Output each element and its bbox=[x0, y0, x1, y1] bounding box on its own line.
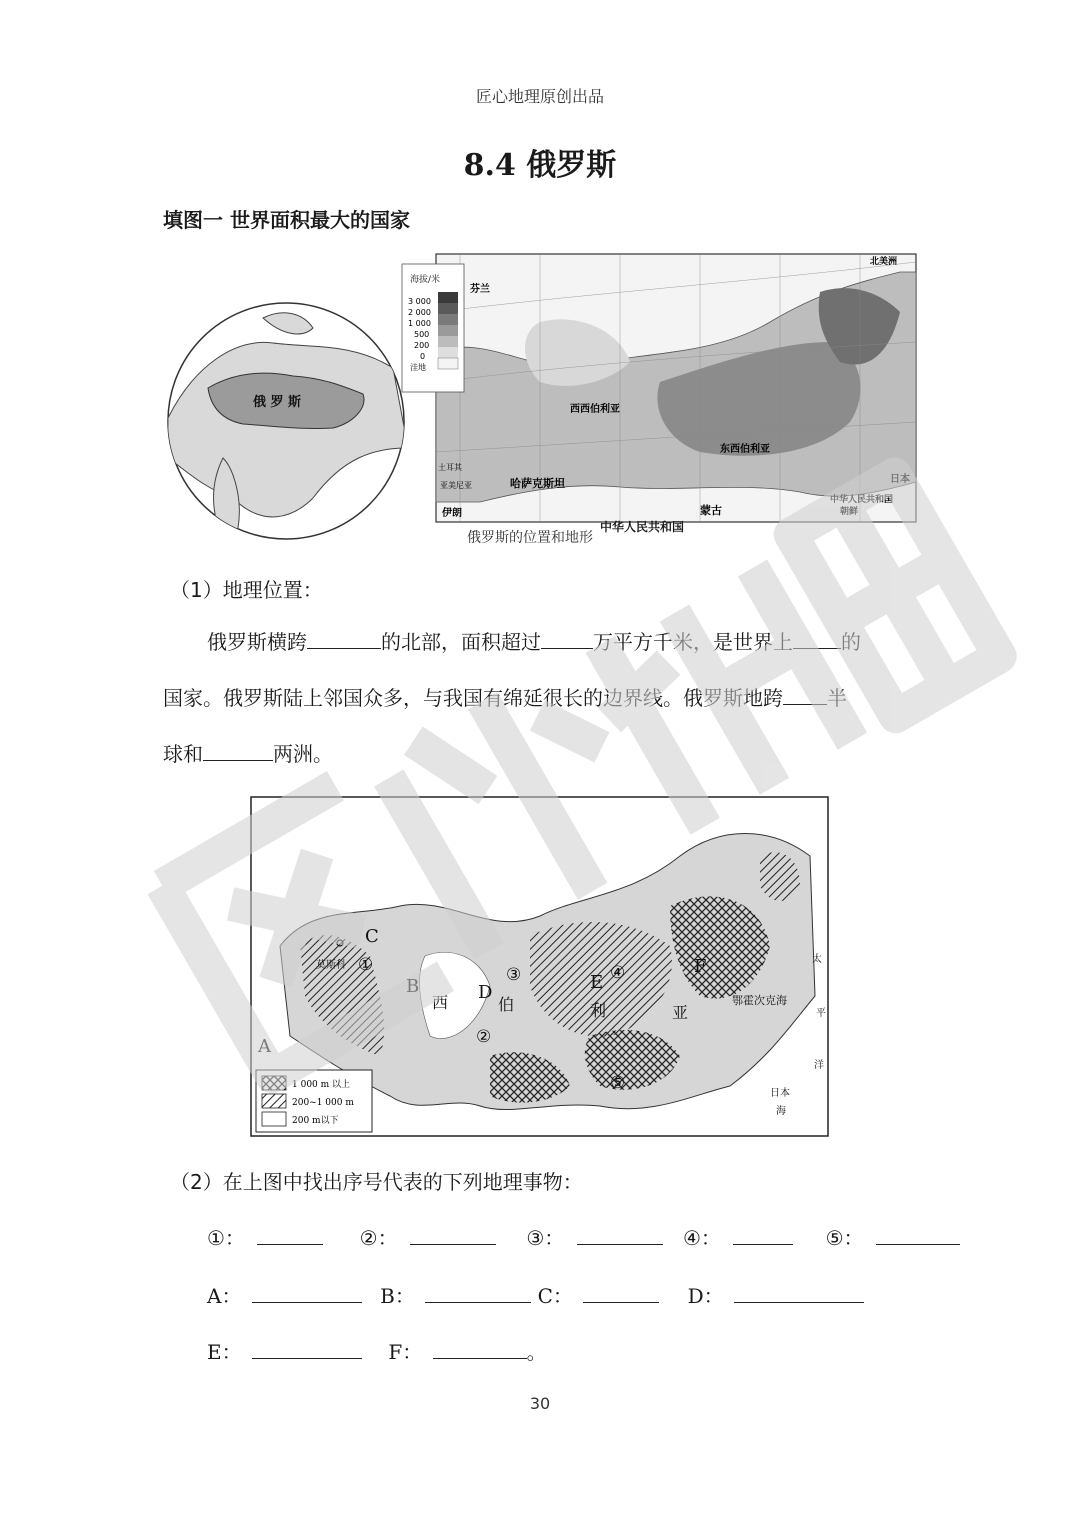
answer-blank-b[interactable] bbox=[425, 1280, 531, 1303]
answer-label-d: D： bbox=[687, 1284, 724, 1308]
blank-straddle[interactable] bbox=[307, 626, 381, 649]
legend2-swatch-low bbox=[262, 1112, 286, 1126]
page-number: 30 bbox=[529, 1394, 551, 1413]
legend-swatch-500 bbox=[438, 325, 458, 336]
label-mongolia: 蒙古 bbox=[700, 504, 722, 517]
answer-label-3: ③： bbox=[526, 1226, 565, 1250]
q1-text-4: 的 bbox=[841, 630, 861, 654]
label-finland: 芬兰 bbox=[470, 284, 490, 295]
label-north-america: 北美洲 bbox=[870, 257, 898, 267]
legend-swatch-2000 bbox=[438, 303, 458, 314]
letter-b: B bbox=[406, 976, 420, 997]
blank-area[interactable] bbox=[541, 626, 593, 649]
answer-blank-2[interactable] bbox=[410, 1222, 496, 1245]
answer-end-period: 。 bbox=[526, 1340, 547, 1364]
answer-label-b: B： bbox=[380, 1284, 415, 1308]
label-korea: 朝鲜 bbox=[840, 507, 859, 517]
label-east-siberia: 东西伯利亚 bbox=[720, 444, 770, 455]
label-west-siberia: 西西伯利亚 bbox=[570, 404, 620, 415]
label-china-east: 中华人民共和国 bbox=[830, 495, 894, 505]
label-ya: 亚 bbox=[672, 1003, 689, 1022]
legend2-mid: 200~1 000 m bbox=[292, 1098, 354, 1108]
answer-label-1: ①： bbox=[207, 1226, 245, 1250]
answer-blank-5[interactable] bbox=[876, 1222, 960, 1245]
label-japan: 日本 bbox=[890, 474, 910, 485]
legend-200: 200 bbox=[414, 341, 430, 350]
legend-1000: 1 000 bbox=[408, 319, 431, 328]
answer-label-c: C： bbox=[537, 1284, 573, 1308]
map1-caption: 俄罗斯的位置和地形 bbox=[467, 530, 593, 546]
globe-russia-label: 俄 罗 斯 bbox=[253, 395, 302, 410]
russia-terrain-map bbox=[400, 252, 920, 526]
globe-map bbox=[163, 298, 409, 544]
number-2: ② bbox=[476, 1027, 492, 1047]
letter-e: E bbox=[590, 972, 604, 993]
legend-swatch-0 bbox=[438, 347, 458, 358]
legend-swatch-200 bbox=[438, 336, 458, 347]
answer-label-2: ②： bbox=[359, 1226, 398, 1250]
label-japan-sea-1: 日本 bbox=[770, 1088, 790, 1099]
blank-continents[interactable] bbox=[203, 738, 273, 761]
label-tai: 太 bbox=[812, 954, 822, 965]
label-ping: 平 bbox=[816, 1008, 826, 1019]
label-kazakhstan: 哈萨克斯坦 bbox=[510, 477, 565, 490]
label-armenia: 亚美尼亚 bbox=[440, 481, 472, 490]
legend-swatch-depression bbox=[438, 358, 458, 369]
russia-relief-map bbox=[250, 796, 830, 1138]
letter-c: C bbox=[365, 926, 379, 947]
label-moscow: 莫斯科 bbox=[316, 960, 346, 971]
number-4: ④ bbox=[610, 963, 626, 983]
label-iran: 伊朗 bbox=[442, 508, 462, 519]
answer-blank-d[interactable] bbox=[734, 1280, 864, 1303]
answer-blank-e[interactable] bbox=[252, 1336, 362, 1359]
answer-blank-3[interactable] bbox=[577, 1222, 663, 1245]
letter-f: F bbox=[694, 956, 707, 977]
answer-row-1 bbox=[207, 1222, 960, 1251]
legend2-swatch-mid bbox=[262, 1094, 286, 1108]
q1-text-3: 万平方千米，是世界上 bbox=[593, 630, 793, 654]
answer-blank-1[interactable] bbox=[257, 1222, 323, 1245]
legend-depression: 洼地 bbox=[410, 363, 426, 372]
map1-bottom-label: 中华人民共和国 bbox=[600, 520, 685, 534]
q1-paragraph bbox=[163, 614, 923, 782]
answer-label-5: ⑤： bbox=[825, 1226, 864, 1250]
letter-a: A bbox=[258, 1036, 271, 1057]
blank-rank[interactable] bbox=[793, 626, 841, 649]
q1-text-6: 半 bbox=[827, 686, 847, 710]
answer-row-3 bbox=[207, 1336, 547, 1365]
answer-label-e: E： bbox=[207, 1340, 242, 1364]
answer-label-4: ④： bbox=[682, 1226, 721, 1250]
q1-text-5: 国家。俄罗斯陆上邻国众多，与我国有绵延很长的边界线。俄罗斯地跨 bbox=[163, 686, 783, 710]
legend-500: 500 bbox=[414, 330, 430, 339]
page-header: 匠心地理原创出品 bbox=[475, 87, 604, 106]
q2-heading: （2）在上图中找出序号代表的下列地理事物： bbox=[170, 1170, 583, 1194]
answer-row-2 bbox=[207, 1280, 864, 1309]
legend-title: 海拔/米 bbox=[410, 275, 441, 285]
answer-label-a: A： bbox=[207, 1284, 242, 1308]
legend2-swatch-high bbox=[262, 1076, 286, 1090]
q1-text-8: 两洲。 bbox=[273, 742, 333, 766]
page-title: 8.4 俄罗斯 bbox=[463, 148, 617, 183]
legend-0: 0 bbox=[420, 352, 426, 361]
label-turkey: 土耳其 bbox=[438, 463, 462, 472]
answer-blank-4[interactable] bbox=[733, 1222, 793, 1245]
answer-blank-c[interactable] bbox=[583, 1280, 659, 1303]
label-okhotsk: 鄂霍次克海 bbox=[732, 994, 787, 1007]
section-title: 填图一 世界面积最大的国家 bbox=[163, 208, 410, 232]
number-3: ③ bbox=[506, 965, 522, 985]
label-li: 利 bbox=[590, 1001, 607, 1020]
label-yang: 洋 bbox=[814, 1060, 824, 1071]
label-xi: 西 bbox=[432, 993, 449, 1012]
answer-label-f: F： bbox=[388, 1340, 423, 1364]
legend2-low: 200 m以下 bbox=[292, 1116, 339, 1126]
legend-swatch-3000 bbox=[438, 292, 458, 303]
number-5: ⑤ bbox=[610, 1073, 626, 1093]
number-1: ① bbox=[358, 955, 374, 975]
q1-text-7: 球和 bbox=[163, 742, 203, 766]
label-japan-sea-2: 海 bbox=[776, 1106, 786, 1117]
legend-swatch-1000 bbox=[438, 314, 458, 325]
label-bo: 伯 bbox=[498, 995, 515, 1014]
blank-hemisphere[interactable] bbox=[783, 682, 827, 705]
legend2-high: 1 000 m 以上 bbox=[292, 1080, 351, 1090]
legend-2000: 2 000 bbox=[408, 308, 431, 317]
legend-3000: 3 000 bbox=[408, 297, 431, 306]
answer-blank-a[interactable] bbox=[252, 1280, 362, 1303]
q1-text-1: 俄罗斯横跨 bbox=[207, 630, 307, 654]
answer-blank-f[interactable] bbox=[433, 1336, 527, 1359]
q1-heading: （1）地理位置： bbox=[170, 578, 323, 602]
q1-text-2: 的北部，面积超过 bbox=[381, 630, 541, 654]
letter-d: D bbox=[478, 982, 493, 1003]
